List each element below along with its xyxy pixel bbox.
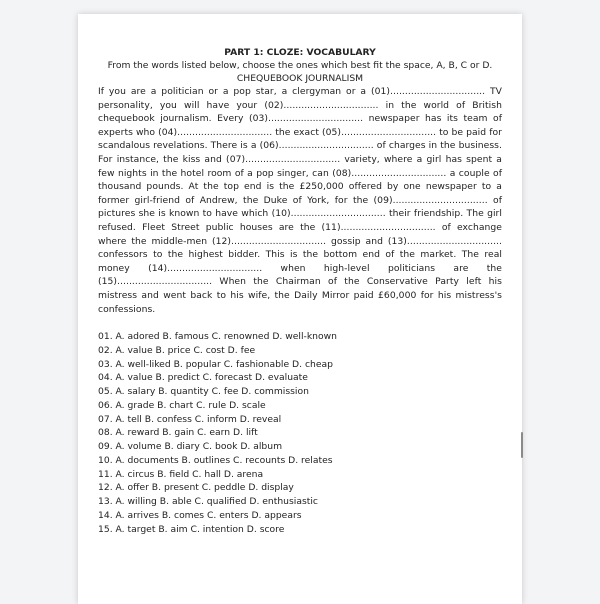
option-line-15: 15. A. target B. aim C. intention D. score: [98, 523, 285, 535]
document-page: [78, 14, 522, 604]
option-line-03: 03. A. well-liked B. popular C. fashionable D. cheap: [98, 358, 333, 370]
cloze-passage: If you are a politician or a pop star, a clergyman or a (01)................................ TV personality, you will have your (02)................................ in the world of British chequebook journalism. Every (03)................................ newspaper has its team of experts who (04)................................ the exact (05)................................ to be paid for scandalous revelations. There is a (06)................................ of charges in the business. For instance, the kiss and (07)................................ variety, where a girl has spent a few nights in the hotel room of a pop singer, can (08)................................ a couple of thousand pounds. At the top end is the £250,000 offered by one newspaper to a former girl-friend of Andrew, the Duke of York, for the (09)................................ of pictures she is known to have which (10)................................ their friendship. The girl refused. Fleet Street public houses are the (11)................................ of exchange where the middle-men (12)................................ gossip and (13)................................ confessors to the highest bidder. This is the bottom end of the market. The real money (14)................................ when high-level politicians are the (15)................................ When the Chairman of the Conservative Party left his mistress and went back to his wife, the Daily Mirror paid £60,000 for his mistress's confessions.: [98, 86, 502, 315]
passage-title: CHEQUEBOOK JOURNALISM: [236, 73, 364, 84]
option-line-09: 09. A. volume B. diary C. book D. album: [98, 441, 283, 453]
option-line-06: 06. A. grade B. chart C. rule D. scale: [98, 399, 266, 411]
option-line-02: 02. A. value B. price C. cost D. fee: [98, 344, 256, 356]
option-line-10: 10. A. documents B. outlines C. recounts D. relates: [98, 454, 333, 466]
answer-options: [98, 330, 502, 536]
option-line-01: 01. A. adored B. famous C. renowned D. well-known: [98, 331, 337, 343]
section-title: PART 1: CLOZE: VOCABULARY: [224, 47, 376, 58]
instructions: From the words listed below, choose the ones which best fit the space, A, B, C or D.: [107, 60, 493, 71]
option-line-12: 12. A. offer B. present C. peddle D. display: [98, 482, 294, 494]
option-line-05: 05. A. salary B. quantity C. fee D. commission: [98, 386, 309, 398]
scrollbar-thumb[interactable]: [521, 432, 523, 458]
option-line-14: 14. A. arrives B. comes C. enters D. appears: [98, 509, 302, 521]
option-line-13: 13. A. willing B. able C. qualified D. enthusiastic: [98, 496, 318, 508]
option-line-08: 08. A. reward B. gain C. earn D. lift: [98, 427, 258, 439]
option-line-07: 07. A. tell B. confess C. inform D. reveal: [98, 413, 282, 425]
option-line-11: 11. A. circus B. field C. hall D. arena: [98, 468, 264, 480]
option-line-04: 04. A. value B. predict C. forecast D. evaluate: [98, 372, 308, 384]
